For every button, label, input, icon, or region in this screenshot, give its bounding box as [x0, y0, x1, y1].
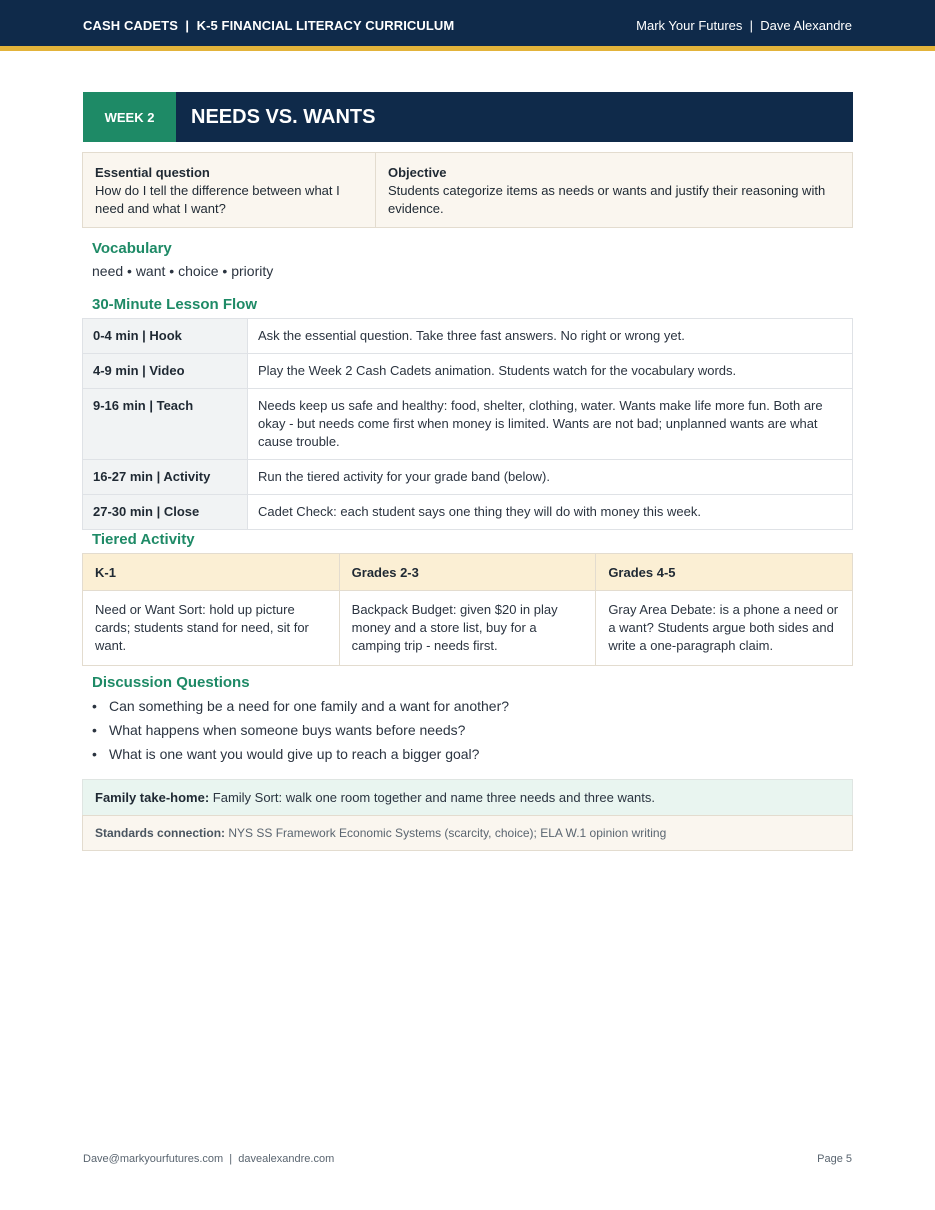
tiered-activity-heading: Tiered Activity [92, 531, 195, 548]
discussion-question: Can something be a need for one family and a want for another? [109, 698, 510, 714]
family-take-home-text: Family Sort: walk one room together and name three needs and three wants. [209, 790, 656, 805]
tier-activity-grades-4-5: Gray Area Debate: is a phone a need or a want? Students argue both sides and write a one-paragraph claim. [596, 591, 853, 666]
flow-time: 27-30 min | Close [83, 495, 248, 530]
lesson-flow-heading: 30-Minute Lesson Flow [92, 296, 258, 313]
discussion-list [92, 697, 509, 769]
header-curriculum-title: CASH CADETS | K-5 FINANCIAL LITERACY CURRICULUM [83, 18, 455, 33]
standards-connection-text: NYS SS Framework Economic Systems (scarcity, choice); ELA W.1 opinion writing [225, 826, 667, 840]
table-row [83, 591, 853, 666]
bullet-icon: • [92, 722, 97, 738]
flow-time: 4-9 min | Video [83, 354, 248, 389]
week-badge: WEEK 2 [83, 92, 176, 142]
essential-question-label: Essential question [95, 165, 210, 180]
objective-text: Students categorize items as needs or wants and justify their reasoning with evidence. [388, 183, 826, 216]
table-row [83, 319, 853, 354]
list-item [92, 745, 509, 769]
objective-cell [376, 153, 852, 227]
bullet-icon: • [92, 698, 97, 714]
objective-label: Objective [388, 165, 447, 180]
tier-header-grades-2-3: Grades 2-3 [339, 554, 596, 591]
family-take-home-label: Family take-home: [95, 790, 210, 805]
discussion-question: What is one want you would give up to reach a bigger goal? [109, 746, 480, 762]
tier-activity-grades-2-3: Backpack Budget: given $20 in play money and a store list, buy for a camping trip - needs first. [339, 591, 596, 666]
bullet-icon: • [92, 746, 97, 762]
tiered-activity-table [82, 553, 853, 666]
flow-time: 0-4 min | Hook [83, 319, 248, 354]
tier-header-grades-4-5: Grades 4-5 [596, 554, 853, 591]
essential-question-cell [83, 153, 376, 227]
table-row [83, 495, 853, 530]
header-author: Mark Your Futures | Dave Alexandre [636, 18, 852, 33]
flow-time: 9-16 min | Teach [83, 389, 248, 460]
header-accent-stripe [0, 46, 935, 51]
flow-description: Run the tiered activity for your grade band (below). [248, 460, 853, 495]
question-objective-box [82, 152, 853, 228]
standards-connection-label: Standards connection: [95, 826, 226, 840]
table-row [83, 354, 853, 389]
flow-time: 16-27 min | Activity [83, 460, 248, 495]
week-banner [83, 92, 853, 142]
vocabulary-heading: Vocabulary [92, 240, 172, 257]
flow-description: Cadet Check: each student says one thing they will do with money this week. [248, 495, 853, 530]
flow-description: Play the Week 2 Cash Cadets animation. Students watch for the vocabulary words. [248, 354, 853, 389]
table-row [83, 389, 853, 460]
flow-description: Needs keep us safe and healthy: food, shelter, clothing, water. Wants make life more fun. Both are okay - but needs come first when money is limited. Wants are not bad; unplanned wants are what cause trouble. [248, 389, 853, 460]
discussion-heading: Discussion Questions [92, 674, 250, 691]
lesson-title: NEEDS VS. WANTS [191, 105, 376, 128]
footer-page-number: Page 5 [817, 1153, 852, 1165]
discussion-question: What happens when someone buys wants before needs? [109, 722, 466, 738]
table-header-row [83, 554, 853, 591]
footer-contact: Dave@markyourfutures.com | davealexandre.com [83, 1153, 335, 1165]
lesson-flow-table [82, 318, 853, 530]
list-item [92, 721, 509, 745]
list-item [92, 697, 509, 721]
family-take-home-box [82, 779, 853, 816]
tier-activity-k1: Need or Want Sort: hold up picture cards; students stand for need, sit for want. [83, 591, 340, 666]
standards-connection-box [82, 815, 853, 851]
tier-header-k1: K-1 [83, 554, 340, 591]
flow-description: Ask the essential question. Take three fast answers. No right or wrong yet. [248, 319, 853, 354]
table-row [83, 460, 853, 495]
essential-question-text: How do I tell the difference between what I need and what I want? [95, 183, 340, 216]
vocabulary-words: need • want • choice • priority [92, 263, 274, 279]
